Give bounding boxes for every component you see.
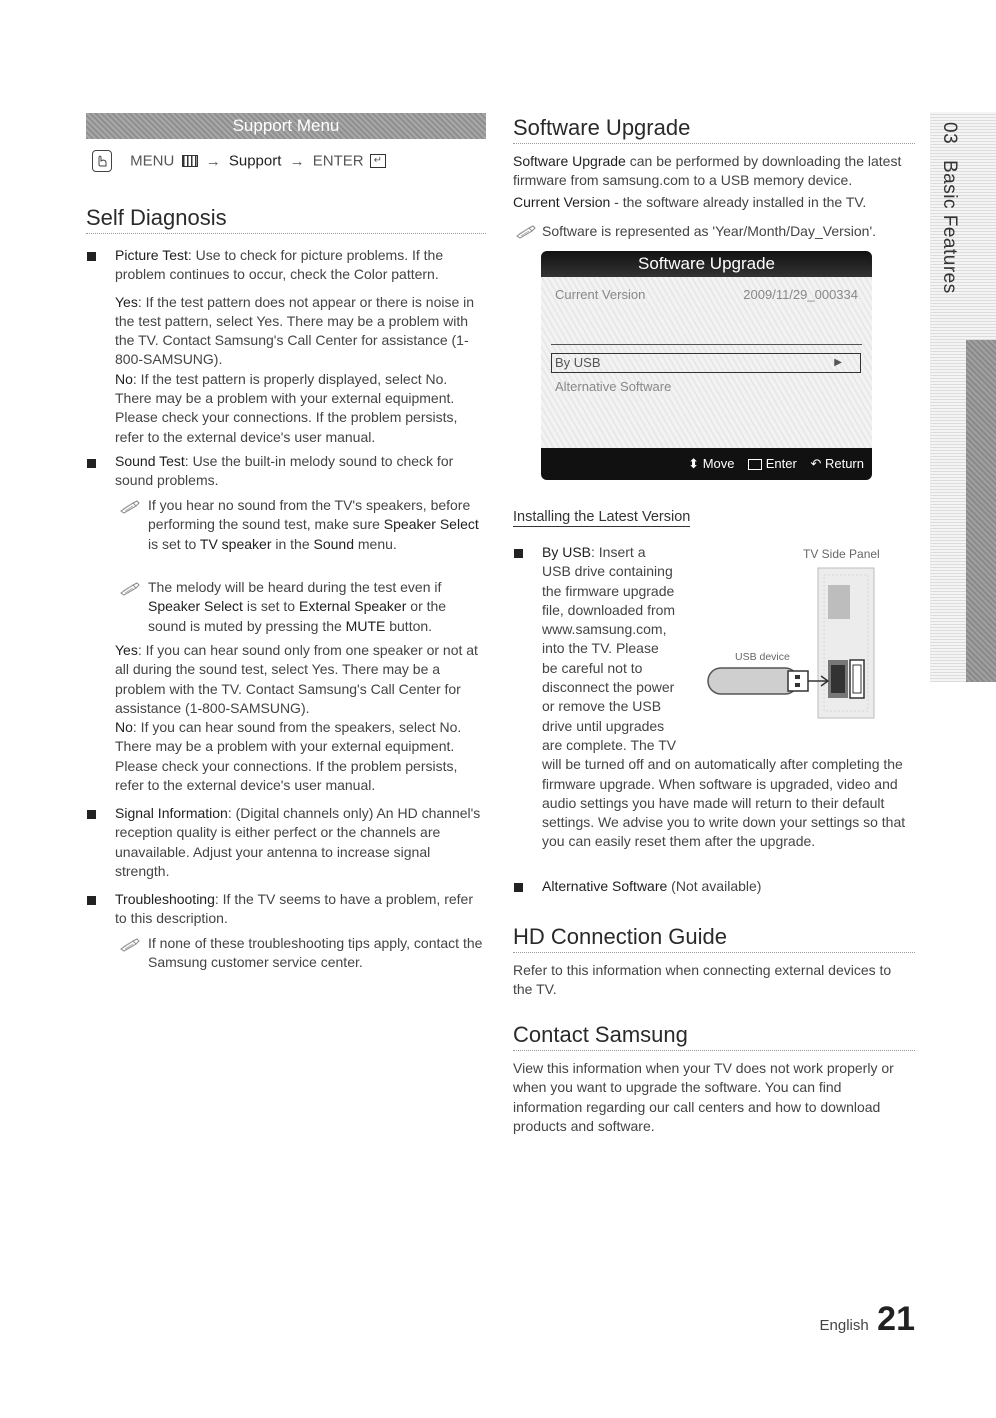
note-text: button. — [385, 617, 433, 634]
bullet — [87, 252, 96, 261]
sound-yes-label: Yes — [115, 642, 138, 658]
by-usb-line: be careful not to — [542, 659, 643, 676]
current-version-label: Current Version — [513, 193, 611, 210]
picture-test-text: : Use to check for picture problems. If the problem continues to occur, check the Color pattern. — [115, 247, 444, 283]
by-usb-line: or remove the USB — [542, 698, 662, 715]
footer-language: English — [819, 1317, 869, 1334]
page-number: 21 — [877, 1300, 915, 1338]
arrow-1: → — [205, 152, 221, 170]
osd-current-version-row — [555, 287, 860, 302]
contact-samsung-heading: Contact Samsung — [513, 1022, 688, 1047]
sound-menu-label: Sound — [313, 535, 354, 552]
bullet — [87, 459, 96, 468]
picture-no-text: : If the test pattern is properly displayed, select No. There may be a problem with your external equipment. Please check your connections. If the problem persists, refer to the external device's user manual. — [115, 370, 458, 445]
by-usb-line: USB drive containing — [542, 563, 673, 580]
note-pencil-icon — [515, 225, 537, 239]
by-usb-line: : Insert a — [591, 544, 646, 560]
by-usb-line: into the TV. Please — [542, 640, 659, 657]
menu-label: MENU — [130, 152, 175, 170]
chapter-highlight — [966, 340, 996, 682]
banner-label: Support Menu — [232, 116, 340, 135]
support-label: Support — [228, 152, 282, 170]
osd-by-usb-label: By USB — [555, 355, 601, 370]
speaker-select-label: Speaker Select — [148, 598, 243, 615]
note-text: menu. — [354, 535, 397, 552]
software-upgrade-osd — [541, 251, 872, 480]
sound-test-text: : Use the built-in melody sound to check for sound problems. — [115, 453, 454, 489]
arrow-2: → — [289, 152, 305, 170]
by-usb-line: drive until upgrades — [542, 717, 665, 734]
osd-footer — [541, 448, 872, 480]
troubleshooting-label: Troubleshooting — [115, 891, 215, 907]
signal-info-text: : (Digital channels only) An HD channel's reception quality is either perfect or the channels are unavailable. Adjust your antenna to increase signal strength. — [115, 805, 481, 879]
chapter-number: 03 — [939, 122, 960, 145]
usb-device-label: USB device — [735, 651, 790, 663]
return-arrow-icon: ↶ — [810, 456, 822, 471]
sound-note-1 — [148, 496, 488, 554]
sound-no-text: : If you can hear sound from the speakers, select No. There may be a problem with your external equipment. Please check your connections. If the problem persists, refer to the external device's user manual. — [115, 719, 462, 794]
note-text: in the — [271, 535, 314, 552]
triangle-right-icon: ▶ — [834, 357, 842, 368]
usb-illustration — [700, 565, 880, 725]
note-text: is set to — [148, 535, 200, 552]
page-footer — [780, 1300, 915, 1339]
troubleshooting-note: If none of these troubleshooting tips apply, contact the Samsung customer service center. — [148, 935, 483, 971]
troubleshooting-text: : If the TV seems to have a problem, refer to this description. — [115, 891, 473, 927]
troubleshooting-item — [115, 890, 485, 929]
hd-connection-text: Refer to this information when connecting external devices to the TV. — [513, 962, 892, 998]
alternative-software-item — [542, 877, 907, 896]
self-diagnosis-heading: Self Diagnosis — [86, 205, 227, 230]
heading-divider — [513, 1050, 915, 1051]
bullet — [87, 810, 96, 819]
osd-return-label: Return — [824, 456, 864, 471]
note-text: The melody will be heard during the test even if — [148, 579, 442, 595]
heading-divider — [513, 952, 915, 953]
chapter-title-rotated — [936, 122, 960, 302]
updown-arrows-icon: ⬍ — [688, 456, 700, 471]
osd-title — [541, 251, 872, 277]
note-text: If you hear no sound from the TV's speakers, before performing the sound test, make sure — [148, 497, 471, 533]
osd-divider — [551, 344, 862, 345]
by-usb-line: www.samsung.com, — [542, 621, 667, 638]
bullet — [87, 896, 96, 905]
by-usb-line: disconnect the power — [542, 679, 675, 696]
enter-icon: ↵ — [370, 154, 386, 168]
picture-no-label: No — [115, 370, 133, 387]
heading-divider — [86, 233, 486, 234]
contact-samsung-text: View this information when your TV does not work properly or when you want to upgrade the software. You can find information regarding our call centers and how to download products and software. — [513, 1060, 894, 1134]
picture-yes-label: Yes — [115, 293, 138, 310]
mute-label: MUTE — [345, 617, 386, 634]
version-format-note: Software is represented as 'Year/Month/Day_Version'. — [542, 223, 877, 239]
sound-test-label: Sound Test — [115, 453, 185, 469]
note-pencil-icon — [119, 938, 141, 952]
sound-no-label: No — [115, 719, 133, 736]
by-usb-line: are complete. The TV — [542, 736, 677, 753]
sw-intro-text: can be performed by downloading the latest firmware from samsung.com to a USB memory device. — [513, 153, 902, 189]
alternative-software-label: Alternative Software — [542, 878, 668, 894]
picture-test-label: Picture Test — [115, 247, 188, 263]
osd-current-version-label: Current Version — [555, 287, 646, 302]
chapter-side-tab — [930, 112, 996, 682]
note-text: is set to — [242, 598, 299, 615]
software-upgrade-heading: Software Upgrade — [513, 115, 691, 140]
speaker-select-label: Speaker Select — [383, 516, 479, 533]
note-pencil-icon — [119, 500, 141, 514]
sound-yes-text: : If you can hear sound only from one speaker or not at all during the sound test, select Yes. There may be a problem with the TV. Contact Samsung's Call Center for assistance (1-800-SAMSUNG). — [115, 642, 478, 716]
tv-speaker-label: TV speaker — [199, 535, 272, 552]
picture-test-item — [115, 246, 485, 447]
remote-hand-icon — [92, 150, 112, 172]
software-upgrade-intro — [513, 152, 918, 212]
enter-label: ENTER — [312, 152, 364, 170]
by-usb-line: the firmware upgrade — [542, 582, 675, 599]
picture-yes-text: : If the test pattern does not appear or there is noise in the test pattern, select Yes. There may be a problem with the TV. Contact Samsung's Call Center for assistance (1-800-SAMSUNG). — [115, 293, 475, 368]
external-speaker-label: External Speaker — [298, 598, 407, 615]
sound-yes-no — [115, 641, 485, 795]
menu-icon — [182, 155, 198, 167]
osd-current-version-value: 2009/11/29_000334 — [743, 287, 858, 302]
heading-divider — [513, 143, 915, 144]
enter-icon — [748, 459, 762, 470]
by-usb-rest: will be turned off and on automatically after completing the firmware upgrade. When software is upgraded, video and audio settings you have made will return to their default settings. We advise you to write down your settings so that you can easily reset them after the upgrade. — [542, 756, 906, 850]
osd-by-usb-row[interactable] — [551, 353, 861, 373]
sw-intro-label: Software Upgrade — [513, 153, 626, 169]
osd-alternative-row[interactable] — [555, 379, 671, 394]
note-text: or the sound is muted by pressing the — [148, 598, 447, 634]
by-usb-label: By USB — [542, 544, 592, 560]
osd-move-label: Move — [702, 456, 735, 471]
by-usb-line: file, downloaded from — [542, 601, 676, 618]
sound-note-2 — [148, 578, 488, 636]
tv-side-panel-label: TV Side Panel — [803, 547, 880, 561]
osd-title-text: Software Upgrade — [637, 254, 776, 273]
bullet — [514, 883, 523, 892]
osd-alternative-label: Alternative Software — [555, 379, 672, 394]
menu-path — [92, 150, 386, 174]
installing-heading: Installing the Latest Version — [513, 509, 691, 525]
alternative-software-text: (Not available) — [667, 878, 762, 894]
osd-body — [541, 277, 872, 448]
bullet — [514, 549, 523, 558]
current-version-text: - the software already installed in the TV. — [610, 193, 867, 210]
support-menu-banner — [86, 113, 486, 139]
signal-info-item — [115, 804, 485, 881]
osd-enter-label: Enter — [765, 456, 797, 471]
sound-test-item — [115, 452, 485, 491]
note-pencil-icon — [119, 582, 141, 596]
chapter-title: Basic Features — [939, 159, 960, 294]
signal-info-label: Signal Information — [115, 805, 228, 821]
hd-connection-heading: HD Connection Guide — [513, 924, 728, 949]
